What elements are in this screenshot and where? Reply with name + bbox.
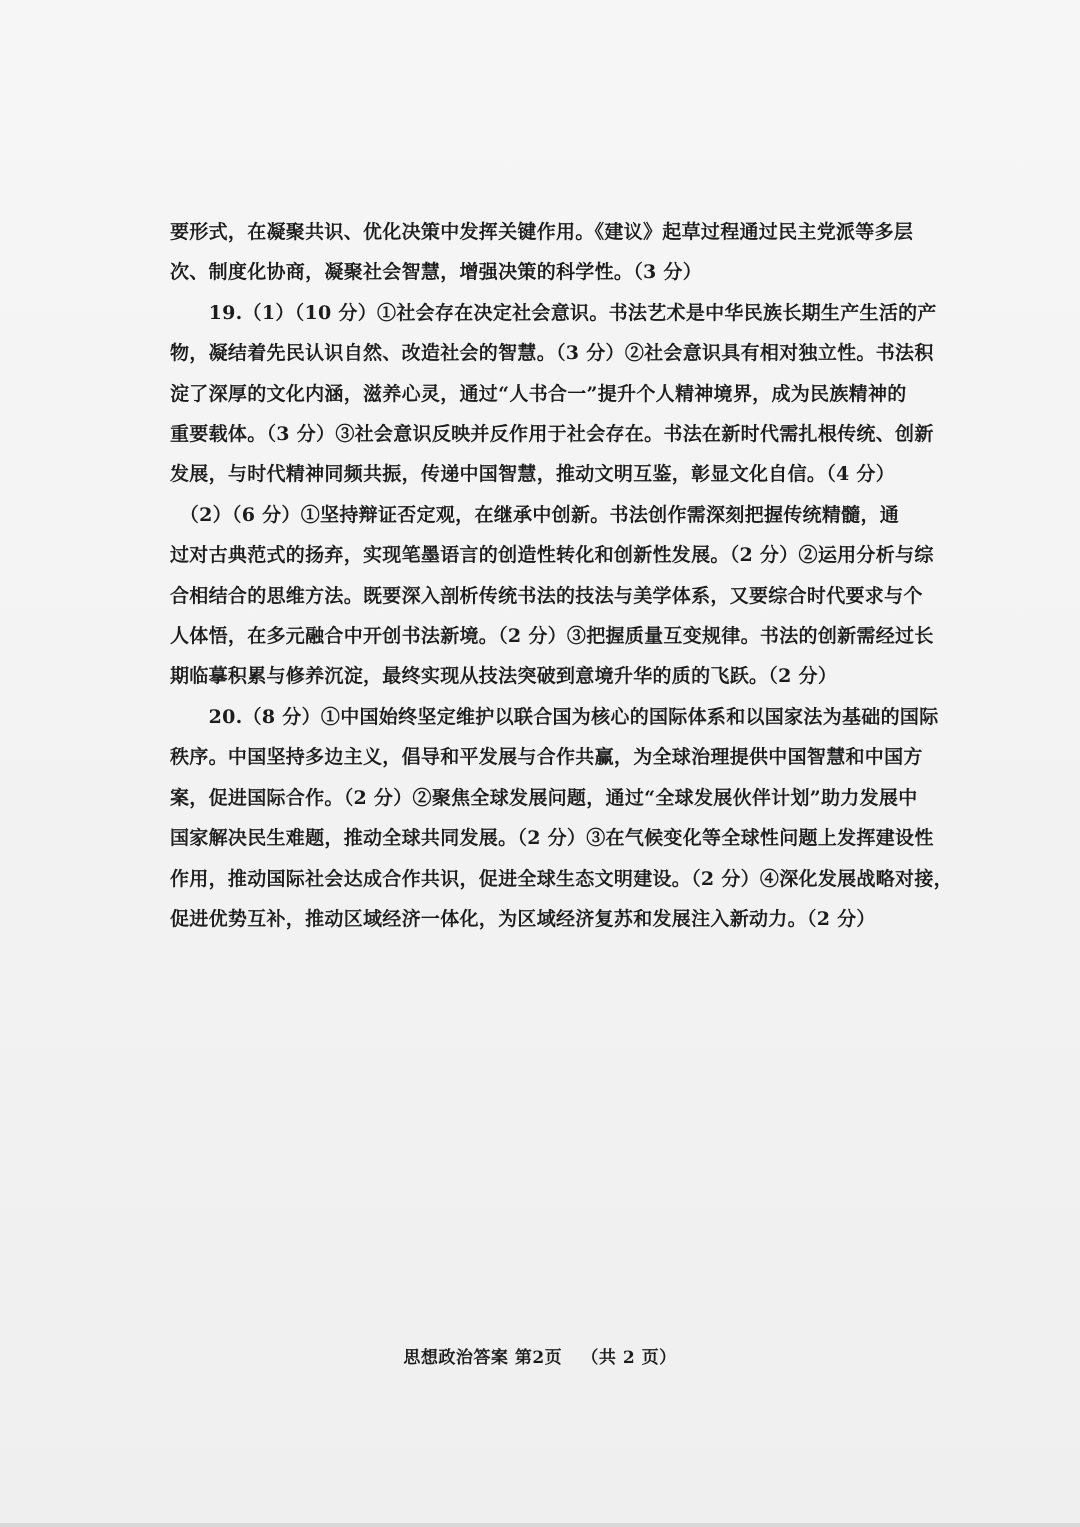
answer-body xyxy=(170,212,953,939)
text-line: 物，凝结着先民认识自然、改造社会的智慧。（3 分）②社会意识具有相对独立性。书法积 xyxy=(170,342,934,365)
scan-edge xyxy=(0,1523,1080,1527)
text-line: 淀了深厚的文化内涵，滋养心灵，通过“人书合一”提升个人精神境界，成为民族精神的 xyxy=(170,382,907,405)
text-line: 国家解决民生难题，推动全球共同发展。（2 分）③在气候变化等全球性问题上发挥建设性 xyxy=(170,827,934,850)
footer-page-total: （共 2 页） xyxy=(581,1348,677,1368)
text-line: 合相结合的思维方法。既要深入剖析传统书法的技法与美学体系，又要综合时代要求与个 xyxy=(170,584,923,607)
text-line: 发展，与时代精神同频共振，传递中国智慧，推动文明互鉴，彰显文化自信。（4 分） xyxy=(170,463,896,486)
text-line: 秩序。中国坚持多边主义，倡导和平发展与合作共赢，为全球治理提供中国智慧和中国方 xyxy=(170,746,923,769)
question-20-line: 20.（8 分）①中国始终坚定维护以联合国为核心的国际体系和以国家法为基础的国际 xyxy=(170,705,939,728)
text-line: 作用，推动国际社会达成合作共识，促进全球生态文明建设。（2 分）④深化发展战略对接， xyxy=(170,867,953,890)
page-footer xyxy=(0,1343,1080,1368)
text-line: 促进优势互补，推动区域经济一体化，为区域经济复苏和发展注入新动力。（2 分） xyxy=(170,907,876,930)
text-line: 次、制度化协商，凝聚社会智慧，增强决策的科学性。（3 分） xyxy=(170,261,703,284)
question-19-part-2-line: （2）（6 分）①坚持辩证否定观，在继承中创新。书法创作需深刻把握传统精髓，通 xyxy=(170,503,900,526)
text-line: 期临摹积累与修养沉淀，最终实现从技法突破到意境升华的质的飞跃。（2 分） xyxy=(170,665,838,688)
text-line: 要形式，在凝聚共识、优化决策中发挥关键作用。《建议》起草过程通过民主党派等多层 xyxy=(170,221,914,243)
text-line: 重要载体。（3 分）③社会意识反映并反作用于社会存在。书法在新时代需扎根传统、创新 xyxy=(170,423,934,446)
text-line: 案，促进国际合作。（2 分）②聚焦全球发展问题，通过“全球发展伙伴计划”助力发展中 xyxy=(170,786,918,809)
footer-title: 思想政治答案 第2页 xyxy=(403,1348,563,1368)
text-line: 过对古典范式的扬弃，实现笔墨语言的创造性转化和创新性发展。（2 分）②运用分析与综 xyxy=(170,544,934,567)
question-19-part-1-line: 19.（1）（10 分）①社会存在决定社会意识。书法艺术是中华民族长期生产生活的产 xyxy=(170,301,937,324)
text-line: 人体悟，在多元融合中开创书法新境。（2 分）③把握质量互变规律。书法的创新需经过长 xyxy=(170,625,934,648)
